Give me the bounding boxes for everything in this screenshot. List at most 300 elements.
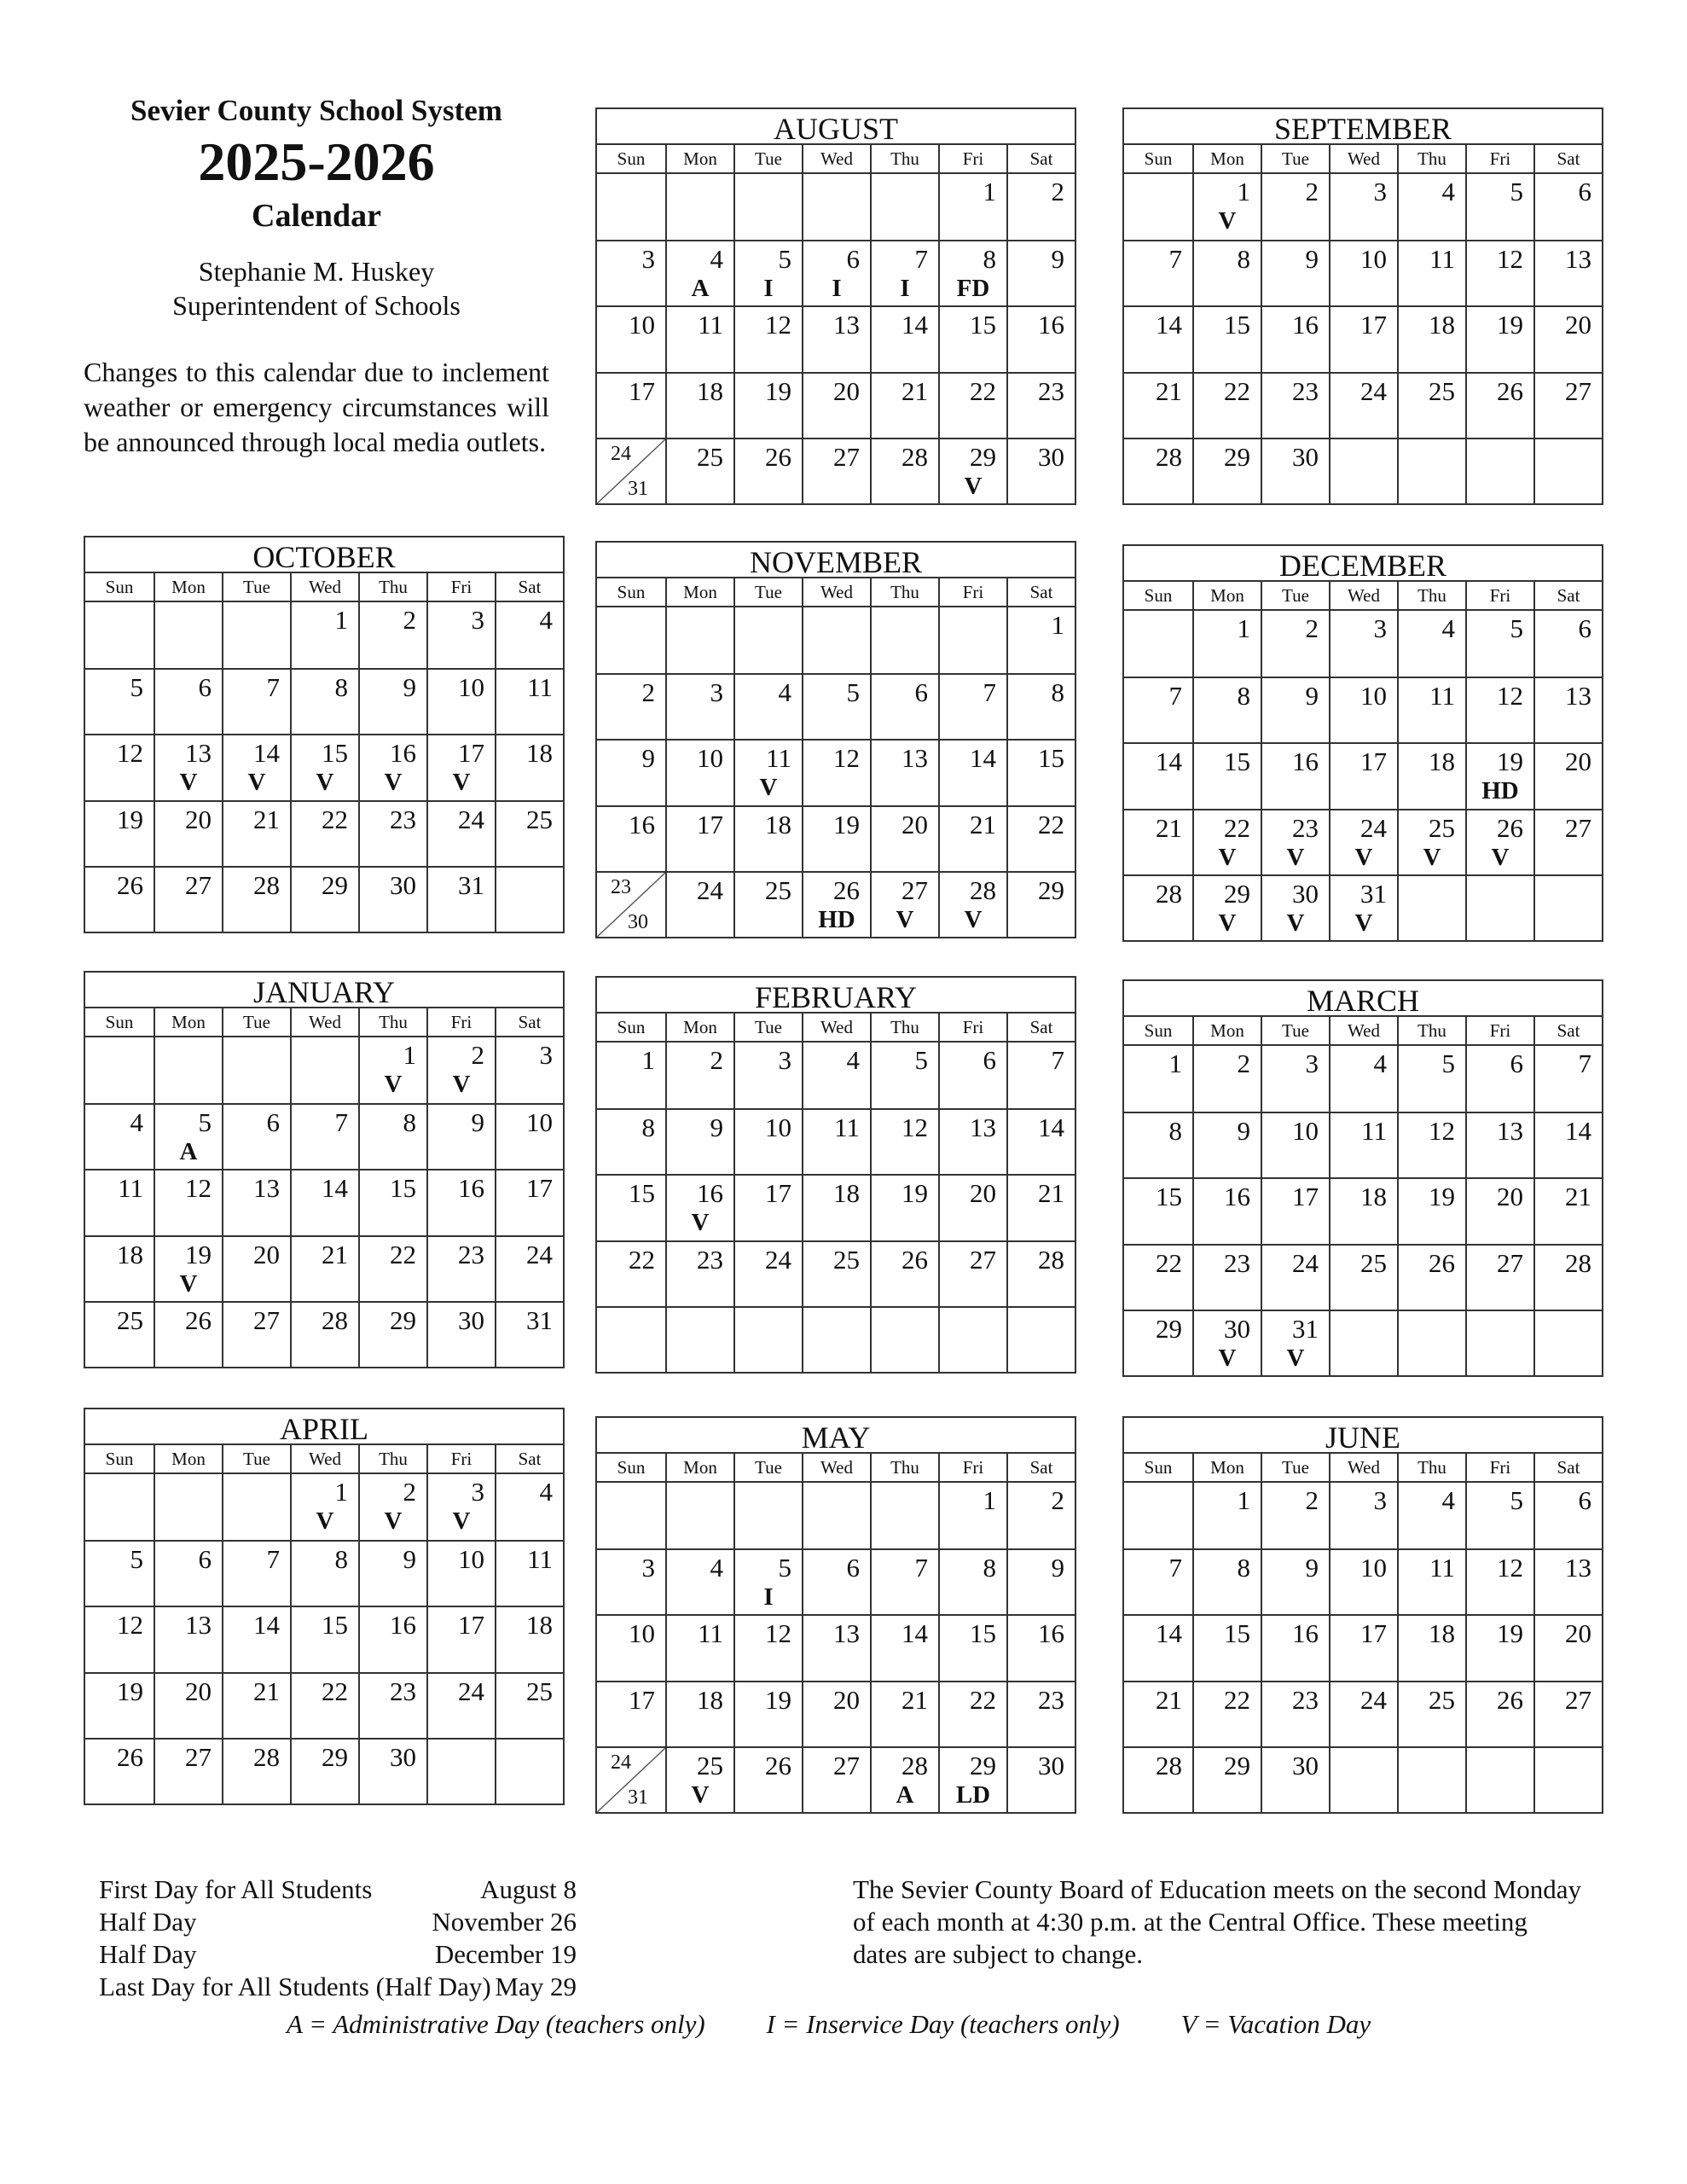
weekday-label: Wed (802, 1014, 870, 1041)
day-cell (733, 805, 802, 871)
day-cell (1465, 1177, 1533, 1243)
day-number: 25 (765, 874, 791, 905)
weekday-label: Mon (154, 1008, 222, 1036)
day-number: 27 (833, 1750, 860, 1780)
day-cell (1192, 742, 1261, 808)
day-code: V (452, 1071, 471, 1098)
empty-day-cell (1533, 1310, 1602, 1375)
day-cell (358, 602, 426, 668)
day-cell (597, 1240, 665, 1306)
day-cell (290, 734, 358, 799)
day-number: 16 (697, 1178, 723, 1209)
day-number: 8 (1237, 681, 1250, 712)
empty-day-cell (290, 1037, 358, 1103)
day-cell (426, 1169, 495, 1234)
day-cell (85, 866, 154, 932)
day-number: 13 (1565, 244, 1591, 275)
day-cell (154, 1672, 222, 1738)
weekday-label: Mon (154, 573, 222, 601)
month-title: JUNE (1124, 1418, 1602, 1454)
weekday-label: Sun (1144, 1457, 1173, 1478)
day-cell (1261, 1177, 1329, 1243)
day-number: 30 (1038, 1750, 1064, 1780)
day-number: 13 (1497, 1116, 1523, 1147)
day-cell (1261, 372, 1329, 438)
calendar-header (84, 92, 549, 460)
day-number: 3 (1305, 1048, 1319, 1078)
day-cell (222, 1540, 290, 1606)
day-number: 18 (526, 1610, 553, 1641)
day-number: 9 (1305, 1553, 1319, 1583)
day-number: 5 (846, 677, 860, 708)
month-june (1122, 1416, 1603, 1814)
day-cell (358, 1037, 426, 1103)
day-number: 7 (334, 1107, 348, 1138)
day-cell (1397, 611, 1465, 677)
day-cell (1124, 372, 1192, 438)
day-cell (733, 1614, 802, 1680)
day-cell (802, 1746, 870, 1812)
day-number: 21 (1565, 1182, 1591, 1212)
day-cell-split (597, 438, 665, 503)
month-october (84, 536, 565, 933)
empty-day-cell (665, 1306, 733, 1372)
day-number: 1 (1237, 177, 1250, 206)
day-number: 21 (901, 1684, 928, 1715)
day-number: 4 (710, 244, 723, 275)
day-cell (1465, 1614, 1533, 1680)
day-cell (154, 734, 222, 799)
day-number: 12 (833, 743, 860, 774)
day-number: 12 (765, 310, 791, 340)
day-number: 26 (117, 1741, 143, 1772)
day-number: 26 (901, 1244, 928, 1275)
day-cell (597, 240, 665, 305)
day-number: 22 (1224, 812, 1250, 843)
day-cell (222, 1606, 290, 1671)
weekday-label: Wed (1329, 1017, 1397, 1044)
board-meeting-note: The Sevier County Board of Education meets on the second Monday of each month at 4:30 p.m. at the Central Office. These meeting dates are subject to change. (853, 1874, 1582, 1969)
day-number: 8 (983, 244, 996, 275)
empty-day-cell (665, 174, 733, 240)
day-cell (85, 734, 154, 799)
empty-day-cell (733, 1483, 802, 1548)
day-cell (1465, 1046, 1533, 1112)
day-cell (154, 1169, 222, 1234)
day-number: 14 (253, 1610, 280, 1641)
day-cell (665, 1681, 733, 1746)
day-cell (870, 1614, 938, 1680)
weekday-label: Sat (495, 573, 563, 601)
day-number: 23 (697, 1244, 723, 1275)
day-number: 7 (266, 672, 280, 703)
day-number: 16 (1292, 310, 1319, 340)
day-cell (154, 1301, 222, 1367)
day-number: 9 (641, 743, 655, 774)
day-cell (802, 1108, 870, 1174)
day-cell (1006, 1548, 1075, 1614)
day-number: 22 (1038, 809, 1064, 839)
day-number: 7 (1578, 1048, 1591, 1078)
key-date-row (99, 1873, 577, 1906)
weekday-label: Fri (426, 573, 495, 601)
day-cell (1124, 1046, 1192, 1112)
weekday-label: Mon (1192, 1017, 1261, 1044)
day-cell (85, 1235, 154, 1301)
day-number: 4 (778, 677, 791, 708)
day-number: 21 (901, 375, 928, 406)
day-cell (733, 871, 802, 937)
month-september (1122, 107, 1603, 505)
month-august (595, 107, 1076, 505)
day-number: 1 (641, 1045, 655, 1075)
day-number: 30 (390, 869, 416, 900)
weekday-label: Sun (617, 1457, 646, 1478)
empty-day-cell (665, 1483, 733, 1548)
weekday-label: Sat (1006, 1014, 1075, 1041)
day-number: 27 (185, 869, 212, 900)
month-title: SEPTEMBER (1124, 109, 1602, 145)
day-number: 24 (611, 442, 631, 465)
legend-inservice: I = Inservice Day (teachers only) (766, 2009, 1120, 2039)
day-cell (938, 1548, 1006, 1614)
day-number: 17 (458, 738, 484, 769)
day-number: 2 (1305, 177, 1319, 206)
day-cell (1261, 809, 1329, 874)
day-number: 23 (390, 1676, 416, 1706)
day-cell (665, 673, 733, 739)
day-number: 14 (1038, 1112, 1064, 1143)
day-number: 8 (1051, 677, 1064, 708)
weekday-label: Mon (1192, 582, 1261, 609)
day-cell (85, 1169, 154, 1234)
day-cell (1533, 1244, 1602, 1310)
weekday-label: Fri (1465, 582, 1533, 609)
day-number: 14 (1156, 310, 1182, 340)
day-number: 25 (833, 1244, 860, 1275)
key-date-row (99, 1906, 577, 1938)
day-grid (597, 607, 1075, 937)
weekday-header-row (85, 1008, 563, 1037)
day-cell (358, 1169, 426, 1234)
weekday-label: Fri (938, 1014, 1006, 1041)
day-number: 6 (266, 1107, 280, 1138)
day-cell (1465, 809, 1533, 874)
day-number: 17 (1360, 746, 1387, 777)
day-number: 5 (1510, 613, 1523, 643)
day-number: 18 (526, 738, 553, 769)
day-number: 1 (403, 1040, 416, 1070)
weekday-label: Wed (290, 1008, 358, 1036)
day-cell (1329, 1483, 1397, 1548)
day-number: 7 (914, 1553, 928, 1583)
day-cell (358, 734, 426, 799)
day-cell (1329, 1112, 1397, 1177)
day-cell (426, 1672, 495, 1738)
day-cell (1192, 809, 1261, 874)
weekday-label: Sat (1533, 582, 1602, 609)
month-march (1122, 979, 1603, 1377)
day-cell (597, 1614, 665, 1680)
month-december (1122, 544, 1603, 942)
weekday-label: Tue (733, 145, 802, 172)
day-number: 20 (1565, 1618, 1591, 1649)
day-number: 30 (458, 1304, 484, 1335)
key-date-label: Last Day for All Students (Half Day) (99, 1972, 491, 2001)
day-cell (154, 1540, 222, 1606)
empty-day-cell (733, 174, 802, 240)
day-cell (1006, 174, 1075, 240)
day-cell (870, 1681, 938, 1746)
day-number: 11 (834, 1112, 860, 1143)
day-cell (938, 240, 1006, 305)
weekday-label: Tue (222, 1008, 290, 1036)
day-cell (290, 1606, 358, 1671)
day-number: 26 (1429, 1247, 1455, 1278)
empty-day-cell (597, 607, 665, 673)
day-number: 26 (185, 1304, 212, 1335)
day-cell (358, 1672, 426, 1738)
weekday-label: Tue (1261, 1017, 1329, 1044)
empty-day-cell (1124, 1483, 1192, 1548)
day-code: V (247, 769, 266, 797)
day-cell (870, 673, 938, 739)
day-number: 22 (970, 1684, 996, 1715)
day-cell (1329, 305, 1397, 371)
day-number: 29 (1224, 878, 1250, 909)
empty-day-cell (870, 1306, 938, 1372)
weekday-label: Tue (1261, 1454, 1329, 1481)
day-cell (870, 739, 938, 804)
day-number: 13 (1565, 681, 1591, 712)
day-cell (802, 739, 870, 804)
day-number: 8 (983, 1553, 996, 1583)
day-number: 15 (1224, 1618, 1250, 1649)
day-number: 18 (833, 1178, 860, 1209)
day-cell (1192, 1244, 1261, 1310)
day-number: 30 (1292, 441, 1319, 472)
weekday-label: Thu (870, 1454, 938, 1481)
day-cell (870, 1746, 938, 1812)
weekday-label: Wed (290, 1445, 358, 1472)
day-number: 23 (611, 875, 631, 898)
day-number: 11 (698, 1618, 723, 1649)
day-cell (870, 1240, 938, 1306)
empty-day-cell (733, 1306, 802, 1372)
day-number: 10 (526, 1107, 553, 1138)
day-number: 1 (983, 1485, 996, 1515)
day-cell (1124, 1112, 1192, 1177)
day-cell-split (597, 1746, 665, 1812)
day-number: 22 (970, 375, 996, 406)
day-cell (495, 668, 563, 734)
day-number: 21 (1038, 1178, 1064, 1209)
day-cell (358, 1540, 426, 1606)
month-january (84, 971, 565, 1368)
empty-day-cell (222, 602, 290, 668)
day-code: A (896, 1780, 914, 1809)
day-cell (1192, 1483, 1261, 1548)
day-cell (1124, 1548, 1192, 1614)
weekday-header-row (85, 573, 563, 602)
day-cell (665, 305, 733, 371)
day-number: 24 (1360, 1684, 1387, 1715)
day-cell (1465, 1112, 1533, 1177)
day-cell (665, 438, 733, 503)
day-code: V (1354, 909, 1373, 937)
day-number: 3 (1373, 613, 1387, 643)
weekday-label: Mon (665, 1454, 733, 1481)
day-cell (222, 1103, 290, 1169)
day-number: 8 (1168, 1116, 1182, 1147)
day-cell (1465, 1244, 1533, 1310)
day-cell (85, 668, 154, 734)
day-cell (1329, 1548, 1397, 1614)
day-cell (290, 668, 358, 734)
empty-day-cell (495, 866, 563, 932)
day-number: 21 (1156, 375, 1182, 406)
day-number: 9 (1237, 1116, 1250, 1147)
day-cell (1329, 874, 1397, 940)
day-cell (665, 372, 733, 438)
day-grid (597, 1483, 1075, 1812)
day-number: 13 (970, 1112, 996, 1143)
month-title: APRIL (85, 1409, 563, 1445)
day-number: 14 (901, 310, 928, 340)
day-cell (733, 1108, 802, 1174)
day-number: 6 (846, 244, 860, 275)
day-cell (802, 438, 870, 503)
day-cell (802, 240, 870, 305)
day-code: I (900, 275, 910, 303)
day-cell (1006, 305, 1075, 371)
day-cell (870, 1043, 938, 1108)
month-title: OCTOBER (85, 537, 563, 573)
day-number: 29 (322, 869, 348, 900)
weekday-label: Sat (1006, 145, 1075, 172)
day-cell (495, 1540, 563, 1606)
empty-day-cell (1124, 174, 1192, 240)
day-cell (1261, 1310, 1329, 1375)
day-number: 23 (1038, 1684, 1064, 1715)
day-grid (597, 1043, 1075, 1372)
weekday-label: Fri (426, 1008, 495, 1036)
empty-day-cell (1397, 1310, 1465, 1375)
day-cell (938, 1614, 1006, 1680)
day-grid (85, 1037, 563, 1367)
day-cell (1124, 1244, 1192, 1310)
month-february (595, 976, 1076, 1374)
day-cell (426, 1103, 495, 1169)
day-cell (85, 1672, 154, 1738)
day-number: 26 (117, 869, 143, 900)
day-number: 10 (1360, 244, 1387, 275)
day-number: 17 (697, 809, 723, 839)
day-cell (1192, 611, 1261, 677)
day-number: 27 (1565, 375, 1591, 406)
day-cell (358, 1606, 426, 1671)
day-cell (222, 800, 290, 866)
day-number: 15 (1156, 1182, 1182, 1212)
weekday-label: Sat (495, 1008, 563, 1036)
day-number: 13 (253, 1173, 280, 1204)
key-date-value: December 19 (434, 1939, 577, 1969)
day-cell (938, 1681, 1006, 1746)
day-number: 21 (970, 809, 996, 839)
day-cell (495, 1301, 563, 1367)
weekday-header-row (85, 1445, 563, 1474)
day-grid (1124, 1046, 1602, 1375)
day-cell (290, 1169, 358, 1234)
day-cell (426, 800, 495, 866)
day-number: 30 (1292, 1750, 1319, 1780)
day-number: 27 (1565, 1684, 1591, 1715)
day-number: 25 (1429, 812, 1455, 843)
day-number: 6 (1510, 1048, 1523, 1078)
day-cell (1192, 1548, 1261, 1614)
day-cell (1465, 1483, 1533, 1548)
day-cell (154, 1606, 222, 1671)
day-number: 26 (765, 441, 791, 472)
day-code: V (1218, 909, 1237, 937)
day-code: I (832, 275, 842, 303)
day-cell (802, 1681, 870, 1746)
day-cell (1329, 174, 1397, 240)
day-number: 31 (526, 1304, 553, 1335)
weekday-label: Fri (1465, 145, 1533, 172)
day-cell (1192, 438, 1261, 503)
day-code: V (964, 472, 983, 500)
day-number: 19 (117, 804, 143, 834)
day-code: V (179, 769, 198, 797)
day-cell (358, 800, 426, 866)
empty-day-cell (802, 1483, 870, 1548)
day-cell (1329, 1177, 1397, 1243)
day-cell (1397, 305, 1465, 371)
day-cell (426, 1037, 495, 1103)
day-number: 2 (1305, 613, 1319, 643)
day-cell (154, 1235, 222, 1301)
day-number: 25 (526, 804, 553, 834)
day-number: 22 (322, 804, 348, 834)
day-cell (1261, 240, 1329, 305)
day-cell (1397, 1681, 1465, 1746)
day-number: 13 (901, 743, 928, 774)
day-grid (1124, 174, 1602, 503)
day-cell (870, 1108, 938, 1174)
empty-day-cell (1465, 874, 1533, 940)
day-number: 2 (710, 1045, 723, 1075)
day-cell (733, 739, 802, 804)
day-cell (597, 1548, 665, 1614)
day-cell (290, 1235, 358, 1301)
day-number: 13 (185, 738, 212, 769)
day-grid (597, 174, 1075, 503)
day-number: 1 (1237, 1485, 1250, 1515)
day-cell (1261, 1746, 1329, 1812)
empty-day-cell (597, 1306, 665, 1372)
day-cell (1397, 1177, 1465, 1243)
weekday-label: Fri (1465, 1017, 1533, 1044)
day-cell (154, 1103, 222, 1169)
day-number: 16 (458, 1173, 484, 1204)
day-number: 31 (1360, 878, 1387, 909)
empty-day-cell (870, 607, 938, 673)
key-date-value: August 8 (480, 1874, 577, 1904)
day-number: 8 (334, 672, 348, 703)
weekday-label: Tue (1261, 582, 1329, 609)
day-number: 18 (697, 1684, 723, 1715)
